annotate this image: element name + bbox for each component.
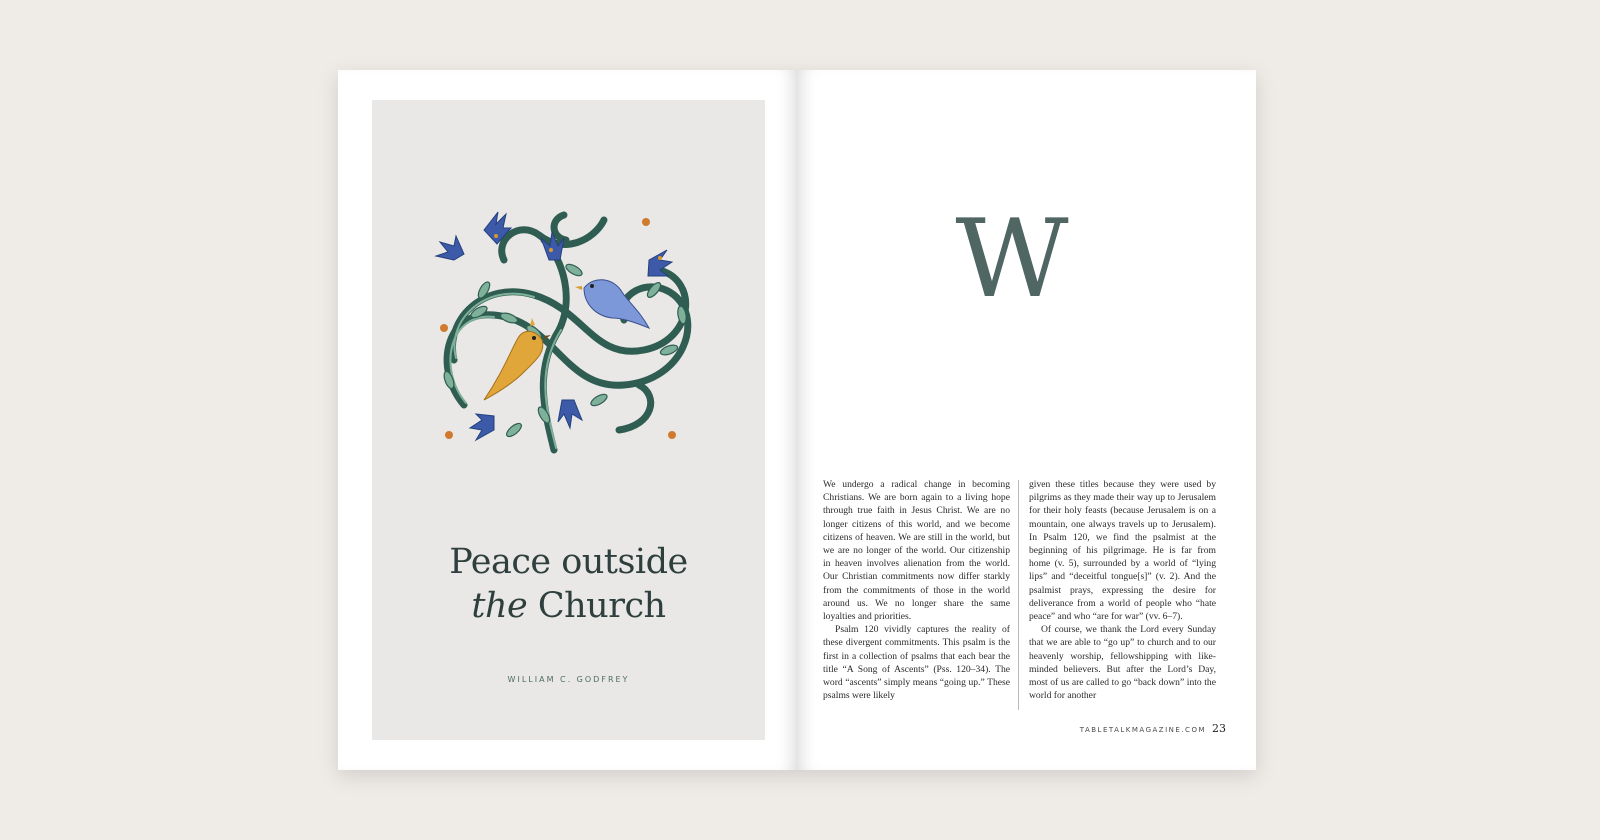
page-folio <box>1080 722 1226 735</box>
drop-cap: W <box>955 197 1069 322</box>
paragraph: Of course, we thank the Lord every Sunday that we are able to “go up” to church and to our heavenly worship, fellowshipping with like-minded believers. But after the Lord’s Day, most of us are called to go “back down” into the world for another <box>1029 624 1216 702</box>
author-byline: WILLIAM C. GODFREY <box>507 675 630 684</box>
text-column-2 <box>1029 478 1216 702</box>
paragraph: We undergo a radical change in becoming Christians. We are born again to a living hope through true faith in Jesus Christ. We are no longer citizens of this world, and we become citizens of heaven. We are still in the world, but we are no longer of the world. Our citizenship in heaven involves alienation from the world. Our Christian commitments now differ starkly from the commitments of those in the world around us. We no longer share the same loyalties and priorities. <box>823 479 1010 623</box>
paragraph: given these titles because they were used by pilgrims as they made their way up to Jerusalem for their holy feasts (because Jerusalem is on a mountain, one always travels up to Jerusalem). In Psalm 120, we find the psalmist at the beginning of his pilgrimage. He is far from home (v. 5), surrounded by a world of “lying lips” and “deceitful tongue[s]” (v. 2). And the psalmist prays, expressing the desire for deliverance from a world of people who “hate peace” and who “are for war” (vv. 6–7). <box>1029 479 1216 623</box>
magazine-spread <box>338 70 1256 770</box>
cover-panel <box>372 100 765 740</box>
article-title <box>372 540 765 628</box>
paragraph: Psalm 120 vividly captures the reality of these divergent commitments. This psalm is the first in a collection of psalms that each bear the title “A Song of Ascents” (Pss. 120–34). The word “ascents” simply means “going up.” These psalms were likely <box>823 624 1010 702</box>
left-page <box>338 70 797 770</box>
column-divider <box>1018 480 1019 710</box>
text-column-1 <box>823 478 1010 702</box>
title-line-2 <box>372 584 765 628</box>
page-number: 23 <box>1212 722 1226 735</box>
title-line-1: Peace outside <box>449 542 688 582</box>
title-italic-word: the <box>471 586 528 626</box>
floral-birds-ornament-icon <box>424 200 714 470</box>
title-line-2-rest: Church <box>527 586 666 626</box>
right-page <box>797 70 1256 770</box>
folio-site: TABLETALKMAGAZINE.COM <box>1079 726 1206 734</box>
